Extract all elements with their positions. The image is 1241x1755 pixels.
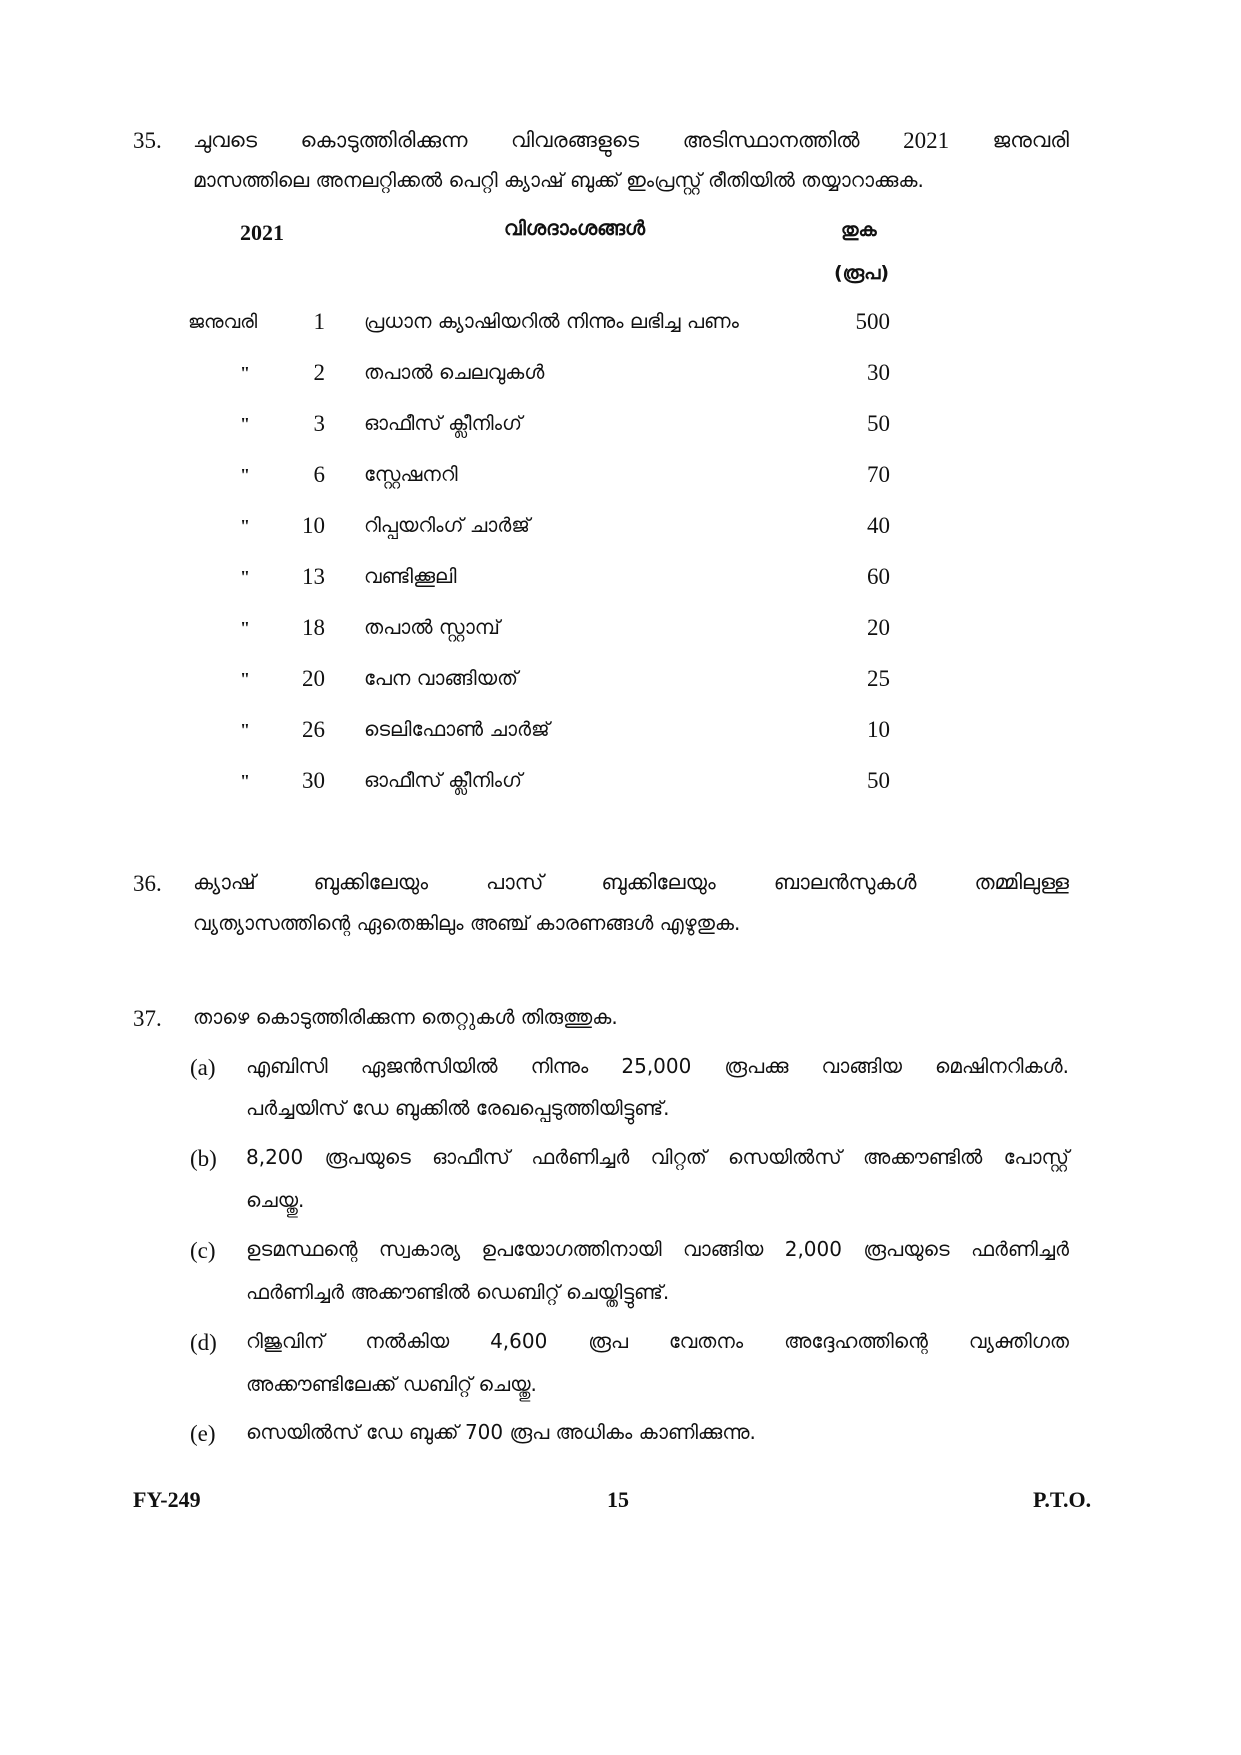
table-cell-day: 20 — [302, 666, 325, 691]
table-cell-day: 6 — [313, 462, 325, 487]
q35-word: വിവരങ്ങളുടെ — [511, 128, 640, 152]
table-cell-day: 18 — [302, 615, 325, 640]
q36-word: ബുക്കിലേയും — [601, 870, 716, 894]
q35-word: അടിസ്ഥാനത്തിൽ — [682, 128, 860, 152]
table-cell-particulars: പ്രധാന ക്യാഷിയറിൽ നിന്നും ലഭിച്ച പണം — [364, 309, 739, 333]
q35-word: 2021 — [903, 128, 950, 153]
question-36-line-2: വ്യത്യാസത്തിന്റെ ഏതെങ്കിലും അഞ്ച് കാരണങ്ങൾ എഴുതുക. — [193, 911, 741, 935]
q36-word: പാസ് — [486, 870, 544, 894]
table-cell-month: ജനുവരി — [188, 311, 258, 333]
table-header-amount-unit: (രൂപ) — [834, 262, 890, 284]
table-cell-ditto: " — [240, 618, 250, 638]
table-cell-day: 3 — [313, 411, 325, 436]
table-cell-day: 2 — [313, 360, 325, 385]
item-line-2: ഫർണിച്ചർ അക്കൗണ്ടിൽ ഡെബിറ്റ് ചെയ്തിട്ടുണ്ട്. — [246, 1280, 670, 1304]
table-cell-amount: 20 — [867, 615, 890, 640]
table-header-amount: തുക — [841, 219, 877, 241]
table-cell-day: 13 — [302, 564, 325, 589]
q35-word: ചുവടെ — [193, 128, 257, 152]
table-cell-amount: 10 — [867, 717, 890, 742]
table-cell-amount: 25 — [867, 666, 890, 691]
question-37-intro: താഴെ കൊടുത്തിരിക്കുന്ന തെറ്റുകൾ തിരുത്തുക. — [193, 1005, 618, 1029]
table-cell-ditto: " — [240, 771, 250, 791]
item-line-2: പർച്ചയിസ് ഡേ ബുക്കിൽ രേഖപ്പെടുത്തിയിട്ടുണ്ട്. — [246, 1096, 670, 1120]
table-cell-ditto: " — [240, 720, 250, 740]
q36-word: ബുക്കിലേയും — [313, 870, 429, 894]
item-label: (e) — [190, 1421, 216, 1446]
table-cell-particulars: ഓഫീസ് ക്ലീനിംഗ് — [364, 411, 522, 435]
table-cell-amount: 500 — [855, 309, 890, 334]
table-cell-day: 10 — [302, 513, 325, 538]
item-line-2: ചെയ്തു. — [246, 1188, 305, 1212]
table-cell-day: 1 — [313, 309, 325, 334]
item-line-2: അക്കൗണ്ടിലേക്ക് ഡബിറ്റ് ചെയ്തു. — [246, 1372, 537, 1396]
item-label: (c) — [190, 1238, 216, 1263]
table-cell-particulars: പേന വാങ്ങിയത് — [364, 666, 518, 690]
footer-code: FY-249 — [133, 1487, 201, 1512]
question-35-line-2: മാസത്തിലെ അനലറ്റിക്കൽ പെറ്റി ക്യാഷ് ബുക്ക് ഇംപ്രസ്റ്റ് രീതിയിൽ തയ്യാറാക്കുക. — [193, 168, 924, 192]
table-cell-ditto: " — [240, 669, 250, 689]
table-cell-ditto: " — [240, 567, 250, 587]
table-cell-particulars: ടെലിഫോൺ ചാർജ് — [364, 717, 550, 741]
item-line-1: ഉടമസ്ഥന്റെ സ്വകാര്യ ഉപയോഗത്തിനായി വാങ്ങിയ 2,000 രൂപയുടെ ഫർണിച്ചർ — [246, 1237, 1069, 1261]
question-36-line-1 — [193, 870, 1069, 895]
table-cell-amount: 60 — [867, 564, 890, 589]
table-cell-particulars: സ്റ്റേഷനറി — [364, 462, 458, 486]
q36-word: ബാലൻസുകൾ — [773, 870, 917, 894]
table-cell-particulars: വണ്ടിക്കൂലി — [364, 564, 457, 588]
item-label: (a) — [190, 1055, 216, 1080]
q35-word: കൊടുത്തിരിക്കുന്ന — [300, 128, 468, 152]
table-cell-ditto: " — [240, 363, 250, 383]
item-line-1: റിജുവിന് നൽകിയ 4,600 രൂപ വേതനം അദ്ദേഹത്തിന്റെ വ്യക്തിഗത — [246, 1329, 1069, 1353]
table-cell-ditto: " — [240, 516, 250, 536]
footer-page-number: 15 — [607, 1487, 629, 1512]
q35-word: ജനുവരി — [992, 128, 1069, 152]
table-cell-day: 30 — [302, 768, 325, 793]
table-cell-particulars: തപാൽ സ്റ്റാമ്പ് — [364, 615, 500, 639]
q36-word: ക്യാഷ് — [193, 870, 256, 894]
table-cell-amount: 50 — [867, 411, 890, 436]
item-line-1: 8,200 രൂപയുടെ ഓഫീസ് ഫർണിച്ചർ വിറ്റത് സെയിൽസ് അക്കൗണ്ടിൽ പോസ്റ്റ് — [246, 1145, 1069, 1169]
item-label: (b) — [190, 1146, 217, 1171]
table-cell-amount: 70 — [867, 462, 890, 487]
question-35-line-1 — [193, 128, 1069, 154]
table-header-year: 2021 — [240, 220, 284, 245]
table-header-particulars: വിശദാംശങ്ങൾ — [504, 216, 646, 240]
table-cell-amount: 50 — [867, 768, 890, 793]
table-cell-particulars: തപാൽ ചെലവുകൾ — [364, 360, 545, 384]
question-37-number: 37. — [133, 1006, 162, 1031]
table-cell-ditto: " — [240, 465, 250, 485]
table-cell-day: 26 — [302, 717, 325, 742]
table-cell-ditto: " — [240, 414, 250, 434]
q36-word: തമ്മിലുള്ള — [974, 870, 1069, 894]
table-cell-particulars: റിപ്പയറിംഗ് ചാർജ് — [364, 513, 530, 537]
item-label: (d) — [190, 1330, 217, 1355]
table-cell-amount: 40 — [867, 513, 890, 538]
question-35-number: 35. — [133, 128, 162, 153]
table-cell-particulars: ഓഫീസ് ക്ലീനിംഗ് — [364, 768, 522, 792]
item-line-1: സെയിൽസ് ഡേ ബുക്ക് 700 രൂപ അധികം കാണിക്കുന്നു. — [246, 1420, 756, 1444]
footer-pto: P.T.O. — [1033, 1487, 1092, 1512]
item-line-1: എബിസി ഏജൻസിയിൽ നിന്നും 25,000 രൂപക്കു വാങ്ങിയ മെഷിനറികൾ. — [246, 1054, 1069, 1078]
question-36-number: 36. — [133, 871, 162, 896]
table-cell-amount: 30 — [867, 360, 890, 385]
